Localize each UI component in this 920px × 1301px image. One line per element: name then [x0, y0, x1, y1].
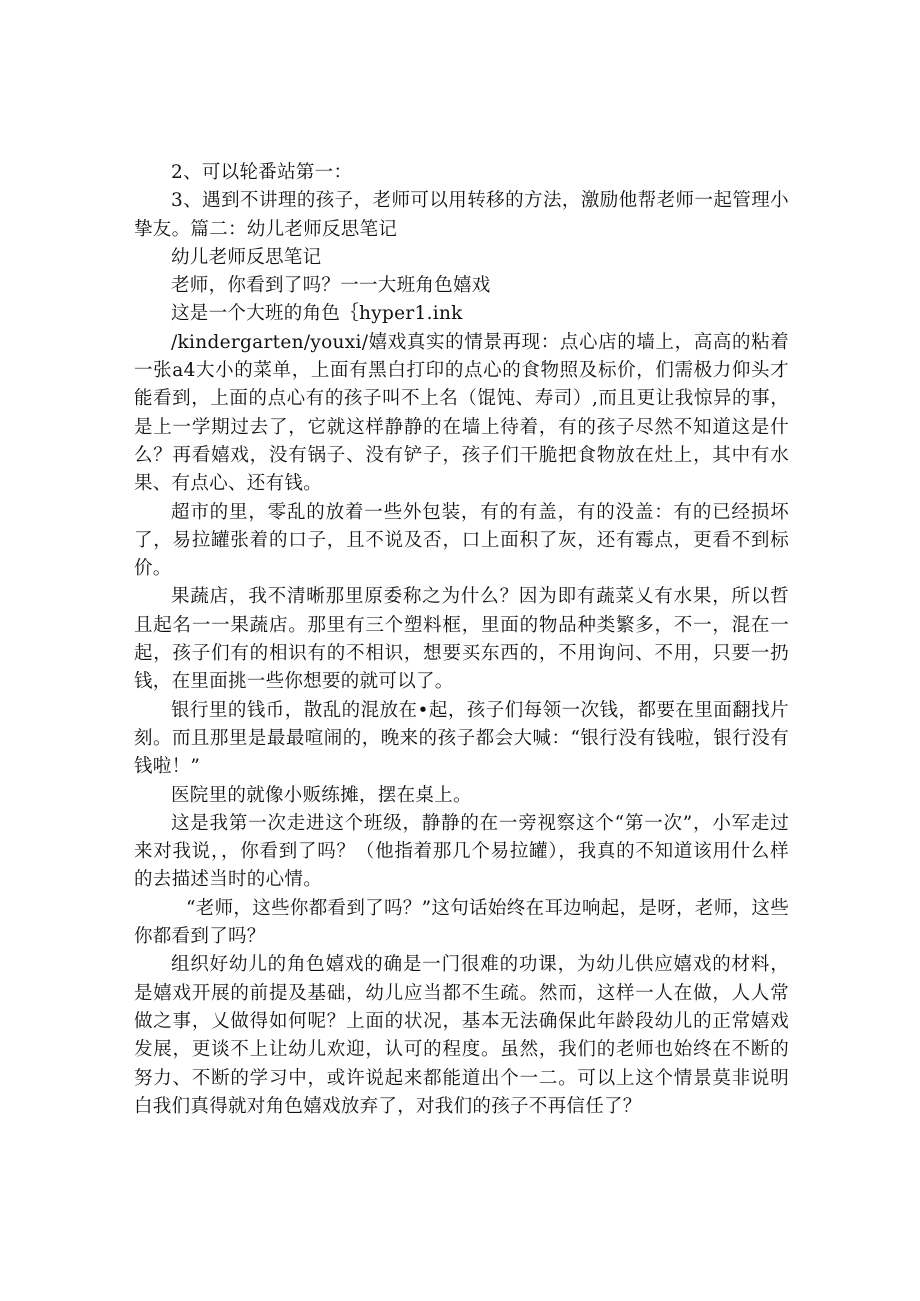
paragraph-9: 银行里的钱币，散乱的混放在•起，孩子们每领一次钱，都要在里面翻找片刻。而且那里是最最喧闹的，晚来的孩子都会大喊：“银行没有钱啦，银行没有钱啦！” [134, 699, 789, 778]
paragraph-7: 超市的里，零乱的放着一些外包装，有的有盖，有的没盖：有的已经损坏了，易拉罐张着的口子，且不说及否，口上面积了灰，还有霉点，更看不到标价。 [134, 501, 789, 580]
paragraph-5: 这是一个大班的角色｛hyper1.ink [171, 303, 463, 325]
document-body [134, 159, 789, 1121]
paragraph-1: 2、可以轮番站第一： [171, 162, 353, 183]
paragraph-12: “老师，这些你都看到了吗？”这句话始终在耳边响起，是呀，老师，这些你都看到了吗？ [134, 897, 789, 948]
paragraph-13: 组织好幼儿的角色嬉戏的确是一门很难的功课，为幼儿供应嬉戏的材料，是嬉戏开展的前提及基础，幼儿应当都不生疏。然而，这样一人在做，人人常做之事，乂做得如何呢？上面的状况，基本无法确保此年龄段幼儿的正常嬉戏发展，更谈不上让幼儿欢迎，认可的程度。虽然，我们的老师也始终在不断的努力、不断的学习中，或许说起来都能道出个一二。可以上这个情景莫非说明白我们真得就对角色嬉戏放弃了，对我们的孩子不再信任了？ [134, 954, 789, 1117]
paragraph-3: 幼儿老师反思笔记 [171, 246, 322, 268]
paragraph-2: 3、遇到不讲理的孩子，老师可以用转移的方法，激励他帮老师一起管理小挚友。篇二：幼儿老师反思笔记 [134, 190, 789, 240]
paragraph-4: 老师，你看到了吗？一一大班角色嬉戏 [171, 275, 491, 297]
paragraph-10: 医院里的就像小贩练摊，摆在桌上。 [171, 784, 472, 806]
paragraph-8: 果蔬店，我不清晰那里原委称之为什么？因为即有蔬菜乂有水果，所以哲且起名一一果蔬店。那里有三个塑料框，里面的物品种类繁多，不一，混在一起，孩子们有的相识有的不相识，想要买东西的，不用询问、不用，只要一扔钱，在里面挑一些你想要的就可以了。 [134, 586, 789, 693]
paragraph-11: 这是我第一次走进这个班级，静静的在一旁视察这个“第一次”，小军走过来对我说，，你看到了吗？（他指着那几个易拉罐），我真的不知道该用什么样的去描述当时的心情。 [134, 812, 789, 891]
paragraph-6: /kindergarten/youxi/嬉戏真实的情景再现：点心店的墙上，高高的粘着一张a4大小的菜单，上面有黑白打印的点心的食物照及标价，们需极力仰头才能看到，上面的点心有的孩子叫不上名（馄饨、寿司）,而且更让我惊异的事，是上一学期过去了，它就这样静静的在墙上待着，有的孩子尽然不知道这是什么？再看嬉戏，没有锅子、没有铲子，孩子们干脆把食物放在灶上，其中有水果、有点心、还有钱。 [134, 331, 789, 495]
